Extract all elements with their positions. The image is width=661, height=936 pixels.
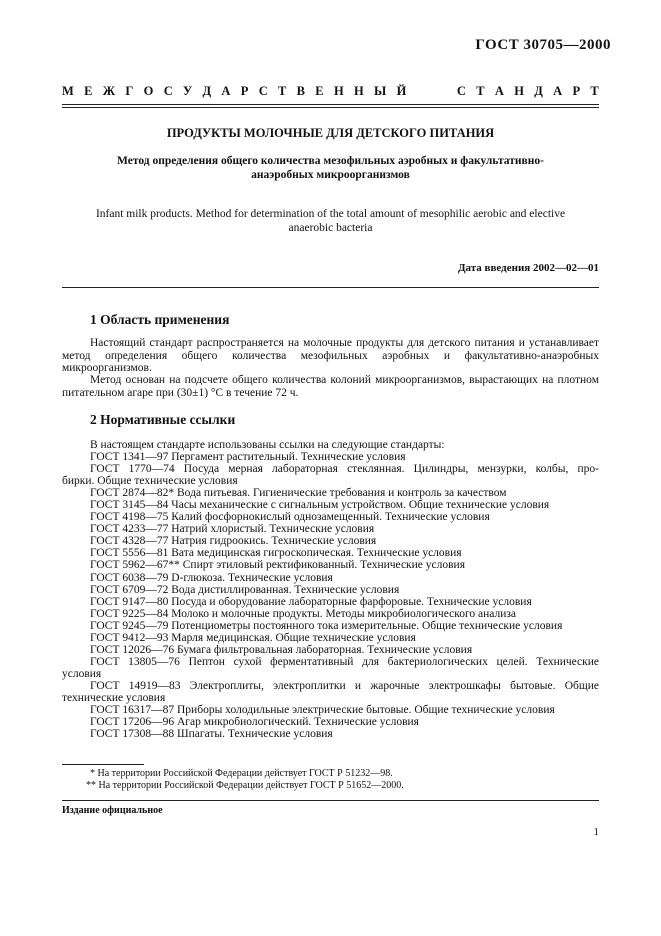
header-rule-top [62,104,599,105]
references-intro: В настоящем стандарте использованы ссылки на следующие стандарты: [90,439,445,451]
reference-item: ГОСТ 17206—96 Агар микробиологический. Технические условия [90,716,419,729]
english-title: Infant milk products. Method for determination of the total amount of mesophilic aerobic and elective anaerobic bacteria [95,208,566,234]
banner-letter: Ж [102,84,116,98]
edition-label: Издание официальное [62,805,163,816]
standard-code: ГОСТ 30705—2000 [475,37,611,53]
banner-letter: Д [534,84,543,98]
document-title: ПРОДУКТЫ МОЛОЧНЫЕ ДЛЯ ДЕТСКОГО ПИТАНИЯ [166,126,495,140]
section-1-paragraph-1: Настоящий стандарт распространяется на молочные продукты для детского питания и устанавливает метод определения общего количества мезофильных аэробных и факультативно-анаэробных микроорганизмов. [62,337,599,375]
banner-letter: С [258,84,268,98]
banner-letter: В [296,84,305,98]
banner-letter: У [183,84,193,98]
date-rule [62,287,599,288]
banner-letter: Т [278,84,287,98]
banner-letter: А [494,84,504,98]
reference-item: ГОСТ 3145—84 Часы механические с сигнальным устройством. Общие технические условия [90,499,550,512]
footnote-1: * На территории Российской Федерации действует ГОСТ Р 51232—98. [90,768,393,779]
banner-letter: С [163,84,173,98]
banner-letter: М [62,84,74,98]
footer-rule [62,800,599,801]
section-1-heading: 1 Область применения [90,312,230,327]
reference-item: ГОСТ 9225—84 Молоко и молочные продукты. Методы микробиологического анализа [90,607,517,620]
footnote-rule [62,764,144,765]
references-list [62,439,599,740]
banner-letter: Й [396,84,407,98]
reference-item: ГОСТ 12026—76 Бумага фильтровальная лабораторная. Технические условия [90,643,473,656]
introduction-date: Дата введения 2002—02—01 [457,262,599,274]
reference-item: ГОСТ 5962—67** Спирт этиловый ректификованный. Технические условия [90,559,465,572]
banner-letter: Н [514,84,524,98]
header-rule-bottom [62,107,599,108]
banner-letter: С [456,84,466,98]
banner-letter: Е [84,84,93,98]
reference-item: ГОСТ 17308—88 Шпагаты. Технические условия [90,728,333,741]
reference-item: ГОСТ 9245—79 Потенциометры постоянного тока измерительные. Общие технические условия [90,619,563,632]
footnote-2: ** На территории Российской Федерации действует ГОСТ Р 51652—2000. [86,780,404,791]
reference-item: ГОСТ 1341—97 Пергамент растительный. Технические условия [90,451,406,464]
reference-item: ГОСТ 13805—76 Пептон сухой ферментативный для бактериологических целей. Технические [90,655,599,668]
reference-item: ГОСТ 4198—75 Калий фосфорнокислый однозамещенный. Технические условия [90,511,490,524]
banner-letter: Д [202,84,212,98]
reference-item: ГОСТ 4233—77 Натрий хлористый. Технические условия [90,523,375,536]
page-number: 1 [593,826,599,838]
banner-letter: А [553,84,563,98]
reference-item-continuation: бирки. Общие технические условия [62,475,238,488]
reference-item-continuation: условия [62,667,102,680]
banner-letter: Т [476,84,485,98]
banner-letter: Р [572,84,581,98]
section-1-paragraph-2: Метод основан на подсчете общего количества колоний микроорганизмов, вырастающих на плотном питательном агаре при (30±1) °С в течение 72 ч. [62,374,599,399]
standard-banner [62,84,599,99]
reference-item: ГОСТ 9412—93 Марля медицинская. Общие технические условия [90,631,416,644]
document-subtitle: Метод определения общего количества мезофильных аэробных и факультативно-анаэробных микроорганизмов [117,155,544,181]
banner-letter: Ы [374,84,387,98]
banner-letter: Н [353,84,364,98]
banner-letter: Р [240,84,249,98]
reference-item: ГОСТ 6709—72 Вода дистиллированная. Технические условия [90,583,400,596]
banner-letter: А [221,84,231,98]
reference-item-continuation: технические условия [62,691,166,704]
reference-item: ГОСТ 2874—82* Вода питьевая. Гигиенические требования и контроль за качеством [90,487,507,500]
banner-letter: Т [590,84,599,98]
banner-letter: Н [333,84,344,98]
reference-item: ГОСТ 6038—79 D-глюкоза. Технические условия [90,571,333,584]
section-2-heading: 2 Нормативные ссылки [90,412,236,427]
reference-item: ГОСТ 16317—87 Приборы холодильные электрические бытовые. Общие технические условия [90,704,555,717]
reference-item: ГОСТ 1770—74 Посуда мерная лабораторная стеклянная. Цилиндры, мензурки, колбы, про- [90,463,599,476]
reference-item: ГОСТ 9147—80 Посуда и оборудование лабораторные фарфоровые. Технические условия [90,595,532,608]
reference-item: ГОСТ 5556—81 Вата медицинская гигроскопическая. Технические условия [90,547,462,560]
reference-item: ГОСТ 14919—83 Электроплиты, электроплитки и жарочные электрошкафы бытовые. Общие [90,679,599,692]
banner-letter: Г [125,84,134,98]
banner-letter: О [143,84,154,98]
reference-item: ГОСТ 4328—77 Натрия гидроокись. Технические условия [90,535,377,548]
banner-letter: Е [315,84,324,98]
banner-letter [417,84,447,99]
